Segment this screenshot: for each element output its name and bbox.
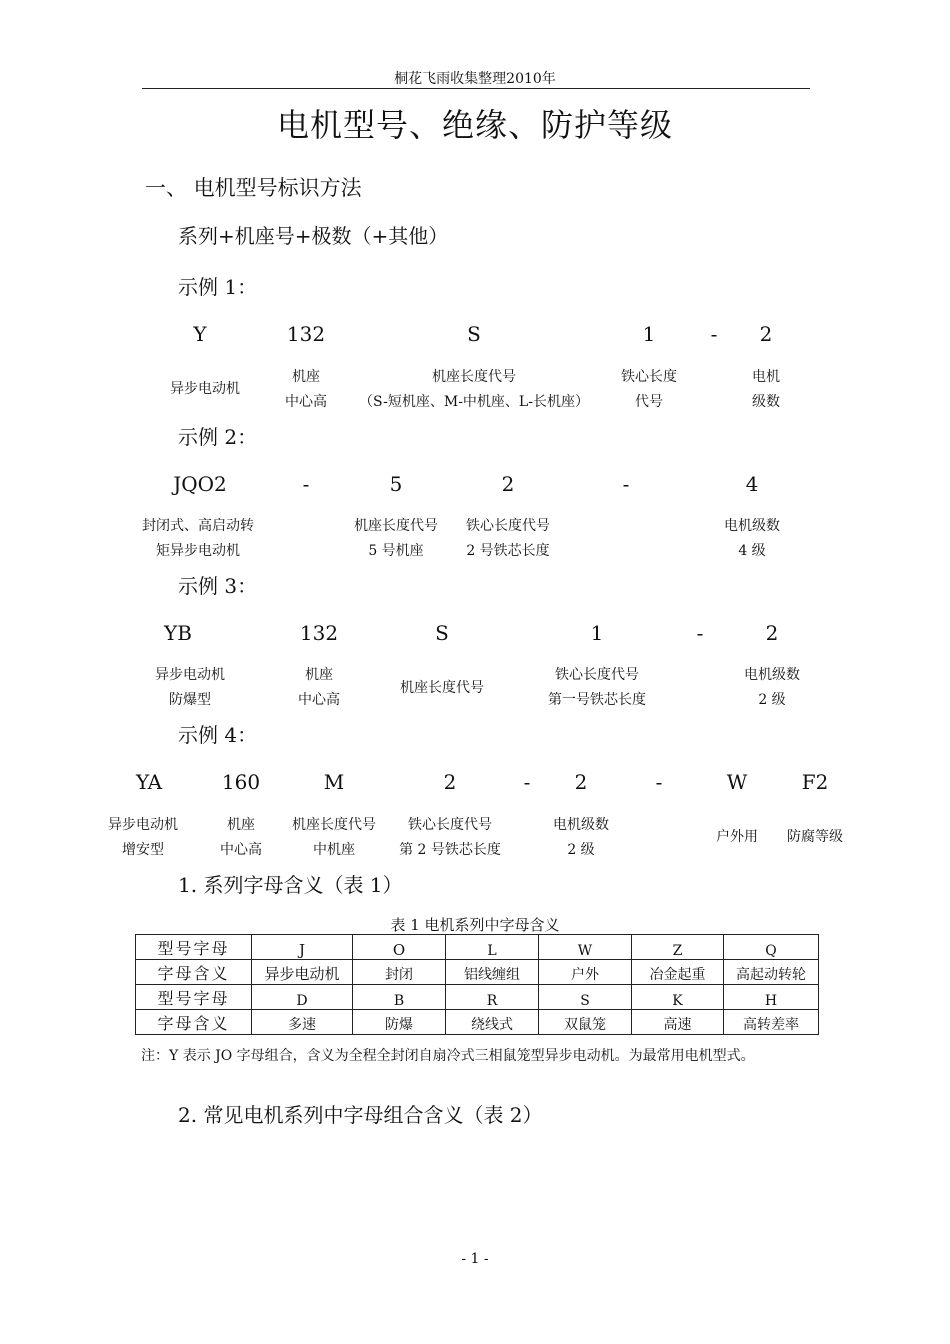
header-rule [142, 88, 810, 89]
table-row [136, 985, 819, 1010]
example-label: 示例 2： [178, 425, 258, 449]
code-item: 4 [745, 472, 759, 496]
table-cell: 高速 [632, 1010, 724, 1035]
code-description: 电机 级数 [752, 369, 780, 410]
subsection-heading: 2. 常见电机系列中字母组合含义（表 2） [178, 1103, 543, 1127]
table-cell: 高转差率 [724, 1010, 819, 1035]
table-cell: 异步电动机 [252, 960, 353, 985]
code-item: 2 [443, 770, 457, 794]
section-heading: 一、 电机型号标识方法 [145, 176, 362, 200]
code-description: 铁心长度 代号 [621, 369, 677, 410]
table-cell: R [446, 985, 539, 1010]
code-description: 机座 中心高 [285, 369, 327, 410]
table-header-cell: 字母含义 [136, 1010, 252, 1035]
code-item: S [435, 621, 449, 645]
code-description: 异步电动机 防爆型 [155, 667, 225, 708]
table-cell: 多速 [252, 1010, 353, 1035]
code-separator: - [696, 621, 704, 645]
table-cell: 铝线缠组 [446, 960, 539, 985]
example-label: 示例 3： [178, 574, 258, 598]
example-label: 示例 4： [178, 723, 258, 747]
table-cell: 双鼠笼 [539, 1010, 632, 1035]
table-cell: B [353, 985, 446, 1010]
table-cell: 绕线式 [446, 1010, 539, 1035]
subsection-heading: 1. 系列字母含义（表 1） [178, 873, 403, 897]
code-description: 户外用 [716, 829, 758, 845]
code-separator: - [622, 472, 630, 496]
code-separator: - [523, 770, 531, 794]
table-cell: L [446, 935, 539, 960]
table-cell: 高起动转轮 [724, 960, 819, 985]
code-item: YB [164, 621, 192, 645]
table-header-cell: 型号字母 [136, 935, 252, 960]
table-cell: Z [632, 935, 724, 960]
code-item: 160 [221, 770, 261, 794]
code-item: W [726, 770, 748, 794]
table-cell: J [252, 935, 353, 960]
code-item: M [323, 770, 345, 794]
table-row [136, 935, 819, 960]
code-description: 机座长度代号 中机座 [292, 817, 376, 858]
code-item: 5 [389, 472, 403, 496]
code-separator: - [710, 322, 718, 346]
table-cell: S [539, 985, 632, 1010]
code-description: 封闭式、高启动转 矩异步电动机 [142, 518, 254, 559]
table-caption: 表 1 电机系列中字母含义 [390, 916, 560, 934]
table-header-cell: 型号字母 [136, 985, 252, 1010]
letter-meaning-table [135, 934, 819, 1035]
code-description: 电机级数 4 级 [724, 518, 780, 559]
code-description: 机座长度代号 [400, 680, 484, 696]
table-cell: O [353, 935, 446, 960]
code-description: 电机级数 2 级 [553, 817, 609, 858]
code-description: 机座长度代号 5 号机座 [354, 518, 438, 559]
code-description: 电机级数 2 级 [744, 667, 800, 708]
code-item: Y [193, 322, 207, 346]
table-cell: K [632, 985, 724, 1010]
table-cell: D [252, 985, 353, 1010]
code-description: 机座 中心高 [298, 667, 340, 708]
table-cell: H [724, 985, 819, 1010]
code-description: 异步电动机 增安型 [108, 817, 178, 858]
table-cell: W [539, 935, 632, 960]
code-separator: - [302, 472, 310, 496]
table-row [136, 1010, 819, 1035]
code-item: S [467, 322, 481, 346]
code-separator: - [655, 770, 663, 794]
code-item: 2 [574, 770, 588, 794]
example-label: 示例 1： [178, 275, 258, 299]
table-cell: 封闭 [353, 960, 446, 985]
table-note: 注：Y 表示 JO 字母组合，含义为全程全封闭自扇冷式三相鼠笼型异步电动机。为最常用电机型式。 [141, 1048, 755, 1064]
page-number: - 1 - [461, 1251, 489, 1267]
document-title: 电机型号、绝缘、防护等级 [276, 106, 673, 144]
code-description: 铁心长度代号 2 号铁芯长度 [466, 518, 550, 559]
code-item: 1 [642, 322, 656, 346]
code-description: 机座 中心高 [220, 817, 262, 858]
model-formula: 系列+机座号+极数（+其他） [178, 224, 449, 248]
code-item: 2 [501, 472, 515, 496]
page-header: 桐花飞雨收集整理2010年 [394, 71, 556, 87]
table-cell: Q [724, 935, 819, 960]
code-item: 132 [299, 621, 339, 645]
code-item: 132 [286, 322, 326, 346]
code-description: 机座长度代号 （S-短机座、M-中机座、L-长机座） [359, 369, 589, 410]
code-item: 2 [759, 322, 773, 346]
table-cell: 户外 [539, 960, 632, 985]
code-item: F2 [801, 770, 829, 794]
code-description: 铁心长度代号 第一号铁芯长度 [548, 667, 646, 708]
code-item: JQO2 [173, 472, 227, 496]
code-description: 铁心长度代号 第 2 号铁芯长度 [399, 817, 501, 858]
table-row [136, 960, 819, 985]
code-description: 异步电动机 [170, 381, 240, 397]
code-item: 2 [765, 621, 779, 645]
code-description: 防腐等级 [787, 829, 843, 845]
code-item: 1 [590, 621, 604, 645]
table-header-cell: 字母含义 [136, 960, 252, 985]
table-cell: 防爆 [353, 1010, 446, 1035]
code-item: YA [135, 770, 163, 794]
table-cell: 冶金起重 [632, 960, 724, 985]
